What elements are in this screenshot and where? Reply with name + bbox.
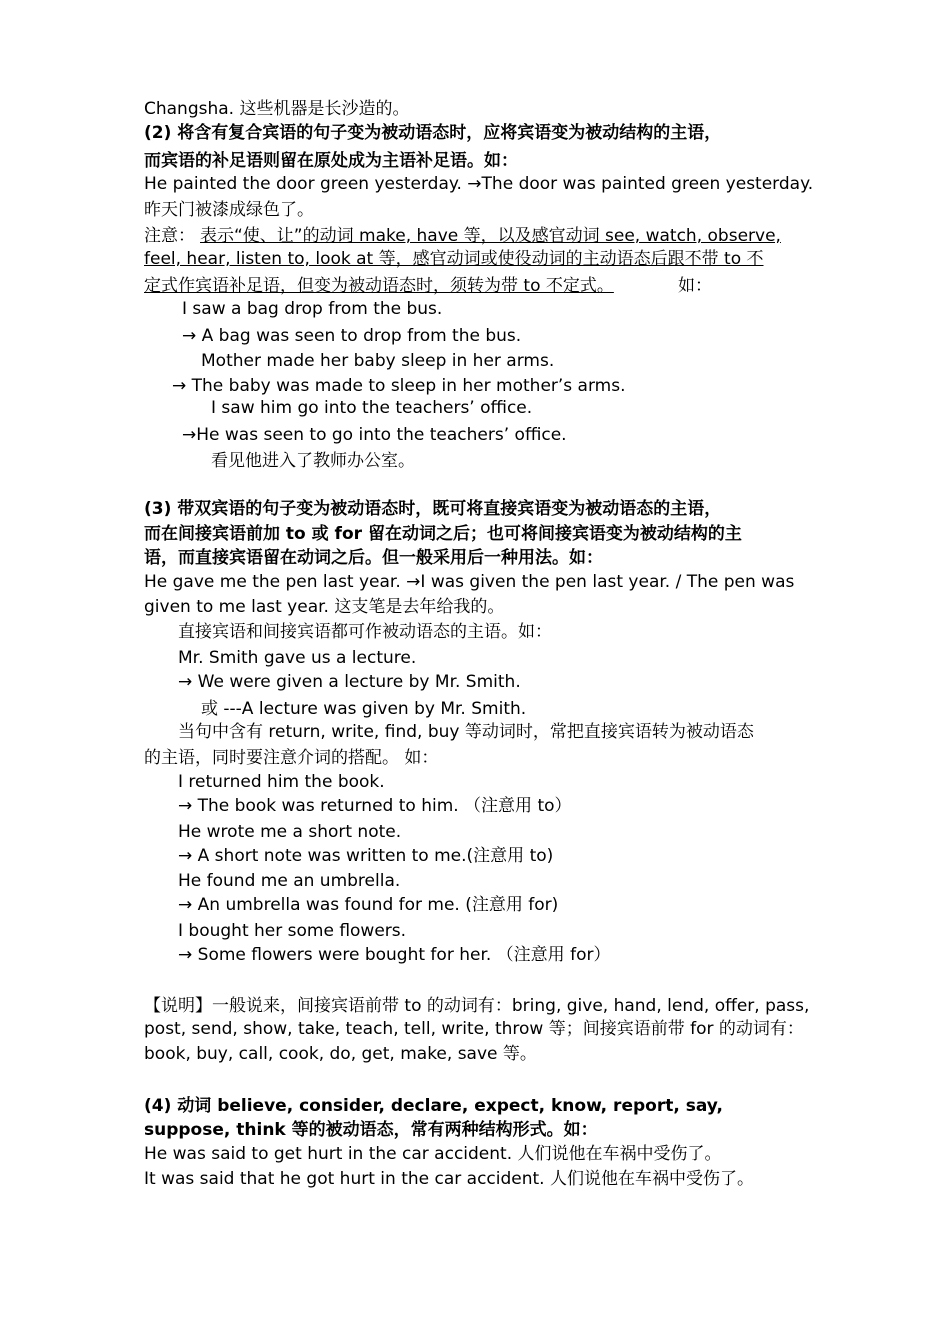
- example-sentence: → A short note was written to me.(注意用 to): [178, 846, 554, 866]
- example-sentence: It was said that he got hurt in the car accident. 人们说他在车祸中受伤了。: [144, 1169, 754, 1189]
- explanation-note: post, send, show, take, teach, tell, write, throw 等；间接宾语前带 for 的动词有：: [144, 1019, 804, 1039]
- example-sentence: I saw him go into the teachers’ office.: [211, 398, 533, 418]
- section-2-heading-cont: 而宾语的补足语则留在原处成为主语补足语。如：: [144, 151, 518, 171]
- example-sentence: → The baby was made to sleep in her mother’s arms.: [172, 376, 626, 396]
- section-3-heading-cont: 语，而直接宾语留在动词之后。但一般采用后一种用法。如：: [144, 548, 603, 568]
- example-sentence: → A bag was seen to drop from the bus.: [182, 326, 522, 346]
- section-4-heading: (4) 动词 believe, consider, declare, expect, know, report, say,: [144, 1096, 723, 1116]
- example-sentence: He gave me the pen last year. →I was given the pen last year. / The pen was: [144, 572, 795, 592]
- paragraph: 直接宾语和间接宾语都可作被动语态的主语。如：: [178, 622, 552, 642]
- section-3-heading-cont: 而在间接宾语前加 to 或 for 留在动词之后；也可将间接宾语变为被动结构的主: [144, 524, 742, 544]
- example-sentence: → Some flowers were bought for her. （注意用 for）: [178, 945, 611, 965]
- explanation-note: book, buy, call, cook, do, get, make, save 等。: [144, 1044, 537, 1064]
- example-sentence: →He was seen to go into the teachers’ office.: [182, 425, 567, 445]
- translation: 看见他进入了教师办公室。: [211, 451, 415, 471]
- note-text: 定式作宾语补足语，但变为被动语态时，须转为带 to 不定式。: [144, 276, 614, 296]
- example-sentence: I saw a bag drop from the bus.: [182, 299, 443, 319]
- section-4-heading-cont: suppose, think 等的被动语态，常有两种结构形式。如：: [144, 1120, 598, 1140]
- example-sentence: He found me an umbrella.: [178, 871, 401, 891]
- note-text: 表示“使、让”的动词 make, have 等，以及感官动词 see, watch, observe,: [200, 226, 781, 246]
- example-sentence: given to me last year. 这支笔是去年给我的。: [144, 597, 505, 617]
- example-sentence: I returned him the book.: [178, 772, 385, 792]
- example-sentence: I bought her some flowers.: [178, 921, 407, 941]
- example-sentence: → We were given a lecture by Mr. Smith.: [178, 672, 521, 692]
- text-line: Changsha. 这些机器是长沙造的。: [144, 99, 410, 119]
- example-sentence: 或 ---A lecture was given by Mr. Smith.: [201, 699, 527, 719]
- example-sentence: → An umbrella was found for me. (注意用 for): [178, 895, 559, 915]
- section-2-heading: (2) 将含有复合宾语的句子变为被动语态时，应将宾语变为被动结构的主语，: [144, 123, 722, 143]
- example-sentence: Mr. Smith gave us a lecture.: [178, 648, 417, 668]
- example-sentence: He was said to get hurt in the car accident. 人们说他在车祸中受伤了。: [144, 1144, 722, 1164]
- example-sentence: He wrote me a short note.: [178, 822, 402, 842]
- translation: 昨天门被漆成绿色了。: [144, 200, 314, 220]
- section-3-heading: (3) 带双宾语的句子变为被动语态时，既可将直接宾语变为被动语态的主语，: [144, 499, 722, 519]
- note-suffix: 如：: [678, 276, 712, 296]
- example-sentence: He painted the door green yesterday. →The door was painted green yesterday.: [144, 174, 814, 194]
- example-sentence: → The book was returned to him. （注意用 to）: [178, 796, 572, 816]
- explanation-note: 【说明】一般说来，间接宾语前带 to 的动词有：bring, give, hand, lend, offer, pass,: [144, 996, 810, 1016]
- note-label: 注意：: [144, 226, 195, 246]
- paragraph: 的主语，同时要注意介词的搭配。 如：: [144, 748, 439, 768]
- paragraph: 当句中含有 return, write, find, buy 等动词时，常把直接宾语转为被动语态: [178, 722, 754, 742]
- note-text: feel, hear, listen to, look at 等，感官动词或使役动词的主动语态后跟不带 to 不: [144, 249, 764, 269]
- example-sentence: Mother made her baby sleep in her arms.: [201, 351, 555, 371]
